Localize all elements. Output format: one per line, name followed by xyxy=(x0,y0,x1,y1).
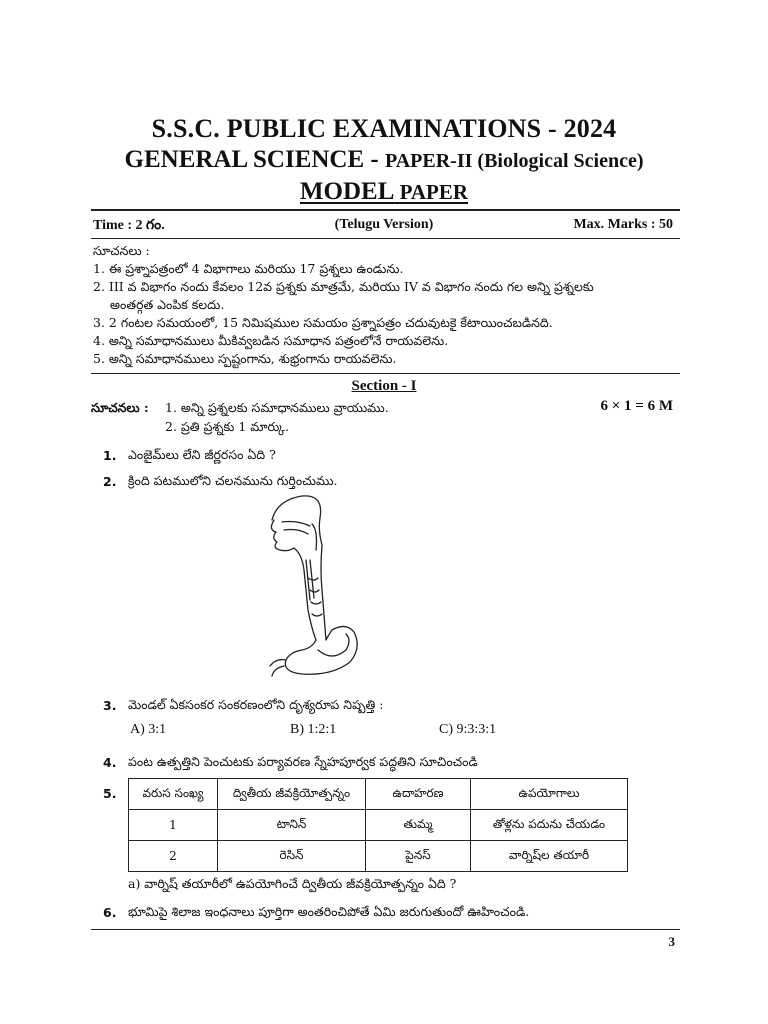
table-header: ఉపయోగాలు xyxy=(471,779,628,810)
model-word: MODEL xyxy=(299,178,395,205)
question-number: 3. xyxy=(103,698,117,713)
top-rule xyxy=(91,209,680,211)
table-cell: టానిన్ xyxy=(218,810,366,841)
table-header: వరుస సంఖ్య xyxy=(129,779,218,810)
question-number: 1. xyxy=(103,448,117,463)
instructions-heading: సూచనలు : xyxy=(93,243,150,258)
question-6: భూమిపై శిలాజ ఇంధనాలు పూర్తిగా అంతరించిపోతే ఏమి జరుగుతుందో ఊహించండి. xyxy=(128,904,530,919)
question-5a: a) వార్నిష్ తయారీలో ఉపయోగించే ద్వితీయ జీవక్రియోత్పన్నం ఏది ? xyxy=(128,876,457,891)
digestive-tract-diagram xyxy=(262,490,382,680)
option-a: A) 3:1 xyxy=(130,722,167,737)
instruction-item: 4. అన్ని సమాధానములు మీకివ్వబడిన సమాధాన పత్రంలోనే రాయవలెను. xyxy=(93,333,449,348)
option-b: B) 1:2:1 xyxy=(290,722,337,737)
table-cell: 2 xyxy=(129,841,218,872)
instruction-item: అంతర్గత ఎంపిక కలదు. xyxy=(110,297,225,312)
table-cell: వార్నిష్‌ల తయారీ xyxy=(471,841,628,872)
table-cell: తోళ్లను పదును చేయడం xyxy=(471,810,628,841)
subject-paper: PAPER-II (Biological Science) xyxy=(385,150,644,172)
footer-rule xyxy=(91,929,680,930)
secondary-metabolites-table xyxy=(128,778,628,872)
question-number: 6. xyxy=(103,905,117,920)
question-number: 2. xyxy=(103,474,117,489)
question-number: 4. xyxy=(103,755,117,770)
subject-main: GENERAL SCIENCE - xyxy=(124,146,385,173)
time-label: Time : 2 గం. xyxy=(93,218,165,233)
option-c: C) 9:3:3:1 xyxy=(439,722,497,737)
exam-title: S.S.C. PUBLIC EXAMINATIONS - 2024 xyxy=(151,114,617,143)
instruction-item: 2. III వ విభాగం నందు కేవలం 12వ ప్రశ్నకు మాత్రమే, మరియు IV వ విభాగం నందు గల అన్ని ప్రశ్నలకు xyxy=(93,279,594,294)
page-number: 3 xyxy=(668,934,675,949)
section-title: Section - I xyxy=(351,378,417,394)
paper-word: PAPER xyxy=(399,180,469,204)
table-header: ఉదాహరణ xyxy=(366,779,471,810)
section-note: 1. అన్ని ప్రశ్నలకు సమాధానములు వ్రాయుము. xyxy=(165,400,389,415)
question-1: ఎంజైమ్‌లు లేని జీర్ణరసం ఏది ? xyxy=(128,447,276,462)
table-row xyxy=(129,810,628,841)
table-cell: తుమ్మ xyxy=(366,810,471,841)
max-marks-label: Max. Marks : 50 xyxy=(573,217,673,232)
model-paper-title xyxy=(0,178,768,206)
table-header-row xyxy=(129,779,628,810)
question-3: మెండల్ ఏకసంకర సంకరణంలోని దృశ్యరూప నిష్పత్తి : xyxy=(128,697,384,712)
section-note: 2. ప్రతి ప్రశ్నకు 1 మార్కు. xyxy=(165,419,290,434)
meta-rule xyxy=(91,238,680,239)
table-cell: రెసిన్ xyxy=(218,841,366,872)
section-note-label: సూచనలు : xyxy=(91,400,149,415)
instruction-item: 3. 2 గంటల సమయంలో, 15 నిమిషముల సమయం ప్రశ్నాపత్రం చదువుటకై కేటాయించబడినది. xyxy=(93,315,553,330)
question-number: 5. xyxy=(103,786,117,801)
section-marks: 6 × 1 = 6 M xyxy=(600,398,673,414)
table-header: ద్వితీయ జీవక్రియోత్పన్నం xyxy=(218,779,366,810)
section-rule xyxy=(91,373,680,374)
question-2: క్రింది పటములోని చలనమును గుర్తించుము. xyxy=(128,473,338,488)
table-cell: 1 xyxy=(129,810,218,841)
table-row xyxy=(129,841,628,872)
instruction-item: 5. అన్ని సమాధానములు స్పష్టంగాను, శుభ్రంగాను రాయవలెను. xyxy=(93,351,397,366)
table-cell: పైనస్ xyxy=(366,841,471,872)
question-4: పంట ఉత్పత్తిని పెంచుటకు పర్యావరణ స్నేహపూర్వక పద్ధతిని సూచించండి xyxy=(128,754,478,769)
subject-title xyxy=(0,146,768,174)
instruction-item: 1. ఈ ప్రశ్నాపత్రంలో 4 విభాగాలు మరియు 17 ప్రశ్నలు ఉండును. xyxy=(93,261,404,276)
version-label: (Telugu Version) xyxy=(334,217,434,232)
